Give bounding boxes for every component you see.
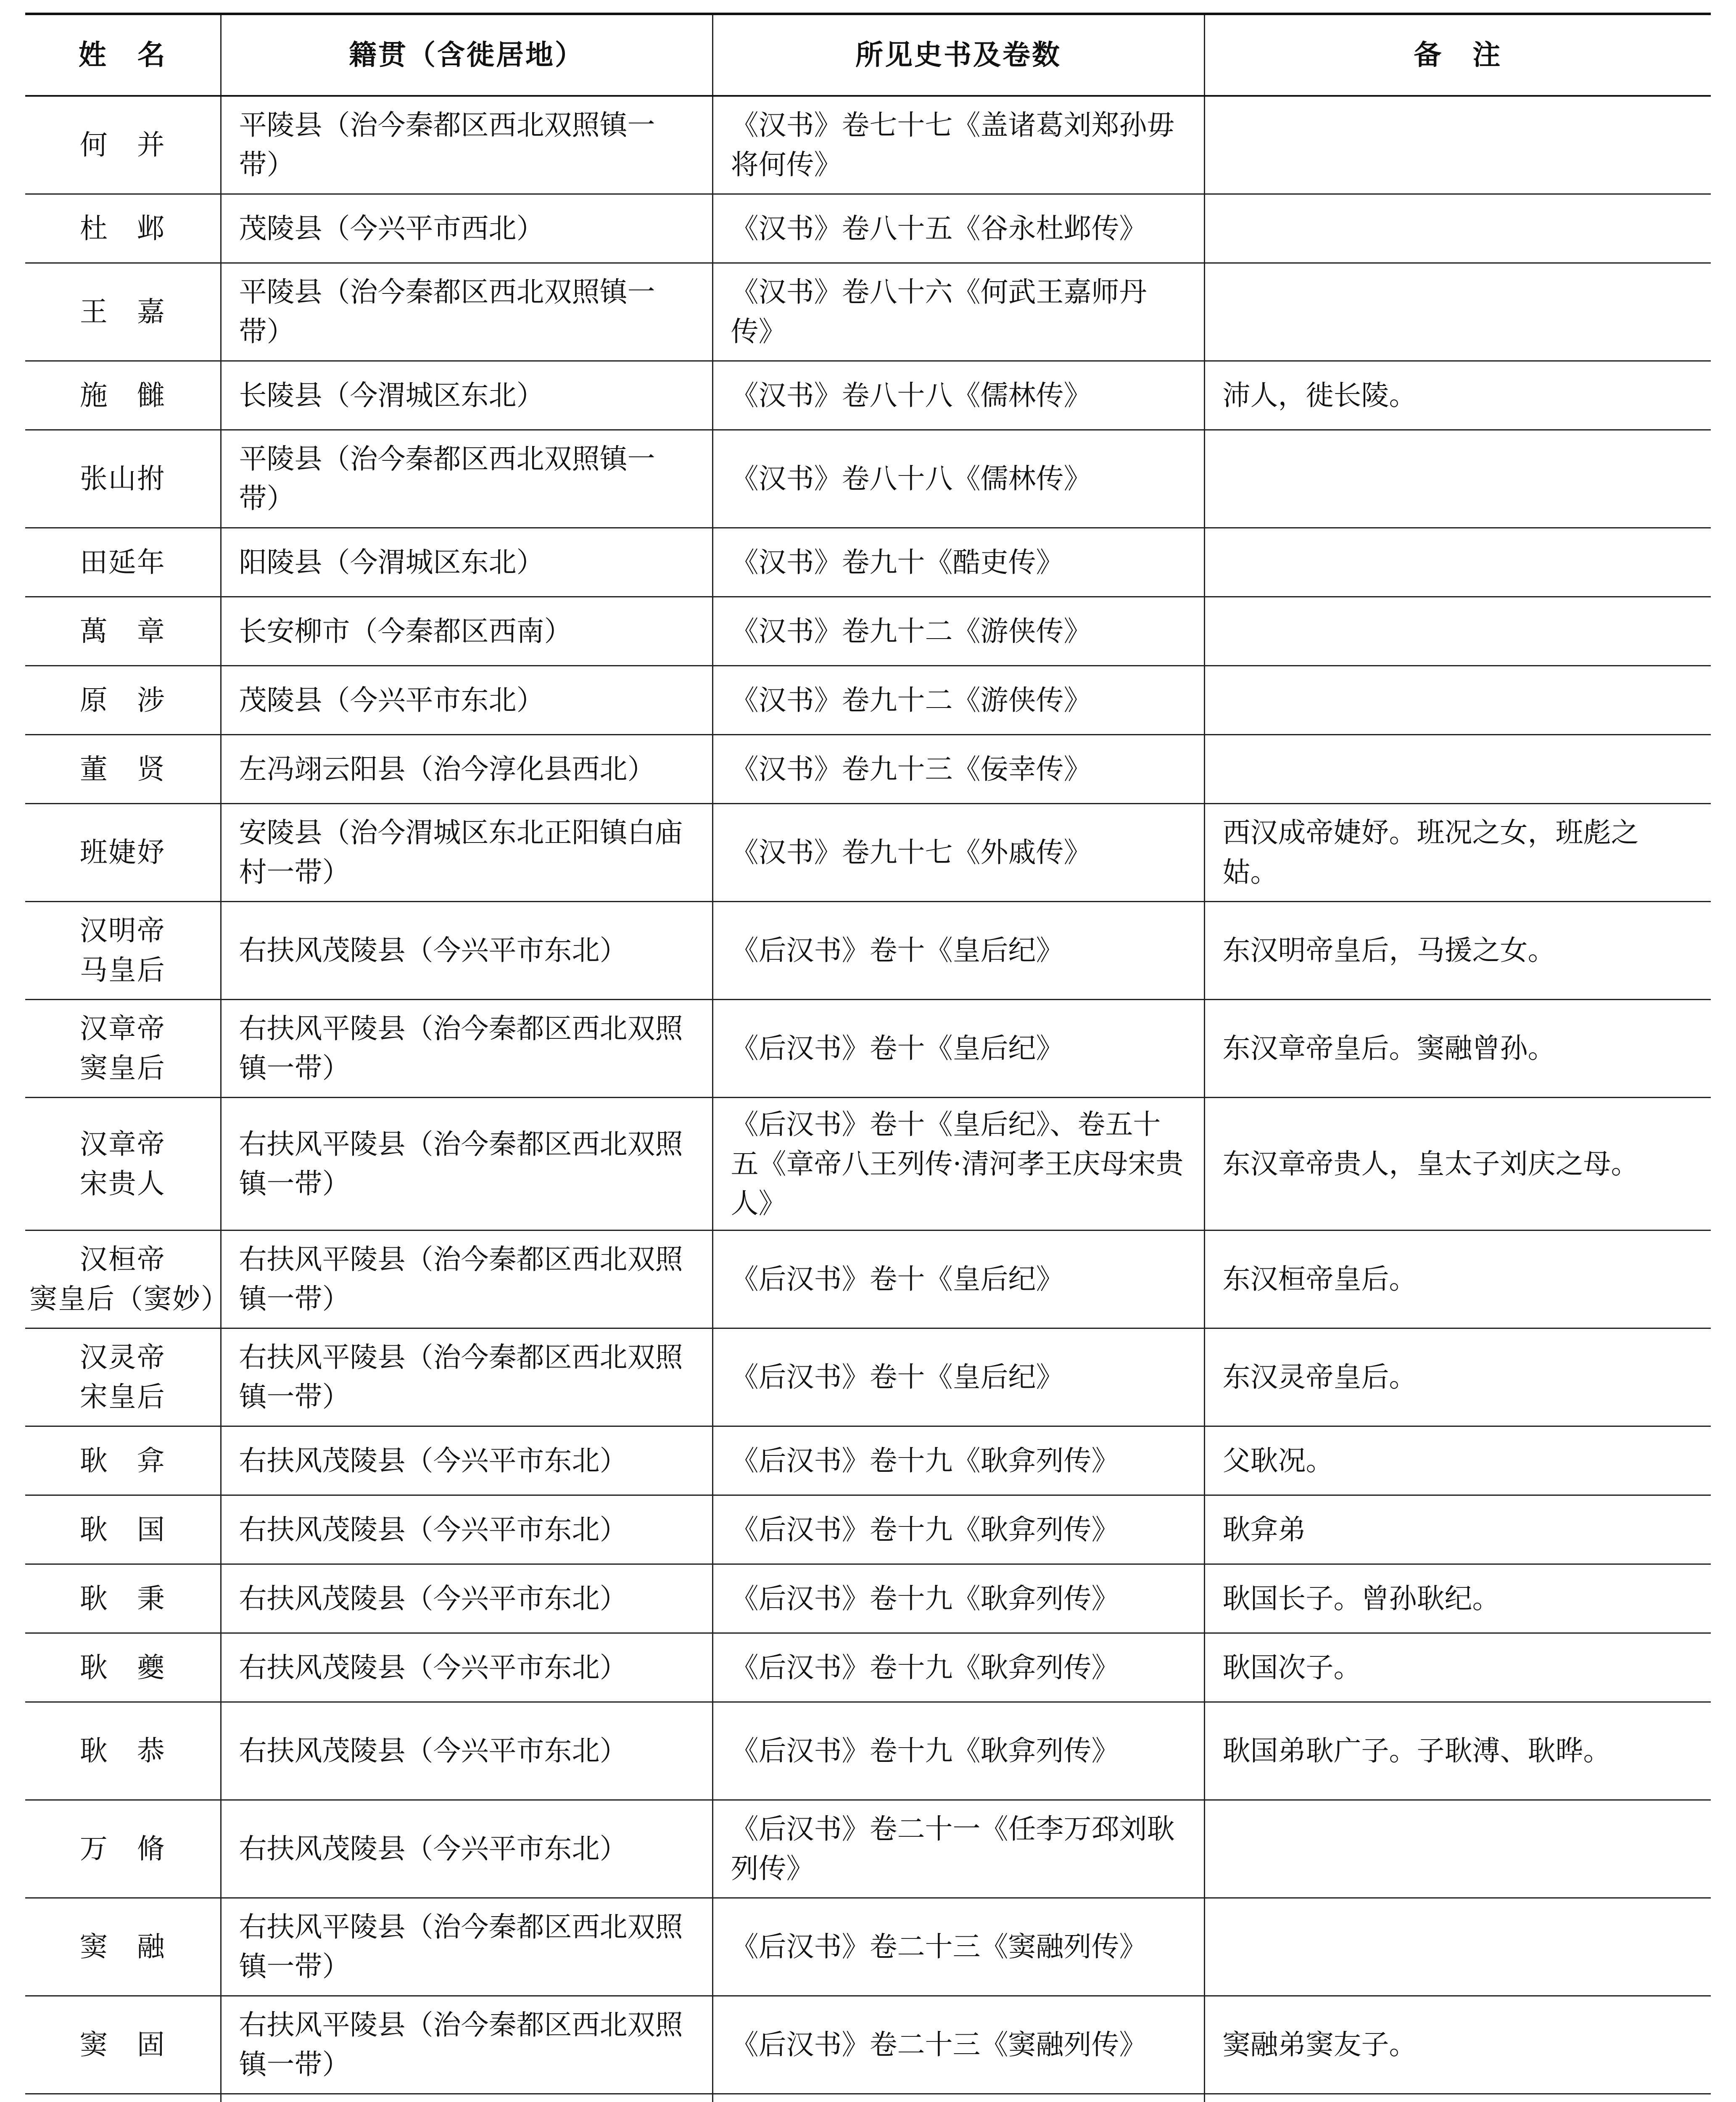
name-line: 耿 国 <box>79 1513 166 1546</box>
name-line: 杜 邺 <box>79 212 166 245</box>
cell-origin: 平陵县（治今秦都区西北双照镇一带） <box>221 430 712 528</box>
cell-name <box>25 1328 221 1426</box>
cell-origin <box>221 2094 712 2102</box>
name-line: 耿 秉 <box>79 1582 166 1615</box>
cell-note: 东汉章帝贵人，皇太子刘庆之母。 <box>1204 1098 1711 1231</box>
cell-source: 《后汉书》卷十《皇后纪》、卷五十五《章帝八王列传·清河孝王庆母宋贵人》 <box>712 1098 1204 1231</box>
cell-name <box>25 1633 221 1702</box>
cell-note: 耿国长子。曾孙耿纪。 <box>1204 1564 1711 1633</box>
name-line: 田延年 <box>79 546 166 578</box>
cell-note: 西汉成帝婕妤。班况之女，班彪之姑。 <box>1204 804 1711 902</box>
name-line: 耿 弇 <box>79 1444 166 1477</box>
cell-origin: 茂陵县（今兴平市西北） <box>221 194 712 263</box>
cell-source: 《后汉书》卷二十一《任李万邳刘耿列传》 <box>712 1800 1204 1898</box>
cell-note: 沛人，徙长陵。 <box>1204 361 1711 430</box>
cell-note: 父耿况。 <box>1204 1426 1711 1495</box>
cell-name <box>25 1098 221 1231</box>
name-line: 宋贵人 <box>79 1167 166 1200</box>
table-row <box>25 1996 1711 2094</box>
cell-origin: 右扶风茂陵县（今兴平市东北） <box>221 1426 712 1495</box>
table-row <box>25 1564 1711 1633</box>
cell-origin: 阳陵县（今渭城区东北） <box>221 528 712 597</box>
cell-note <box>1204 735 1711 804</box>
cell-name <box>25 1495 221 1564</box>
cell-note: 东汉灵帝皇后。 <box>1204 1328 1711 1426</box>
name-line: 王 嘉 <box>79 296 166 328</box>
cell-source: 《汉书》卷九十三《佞幸传》 <box>712 735 1204 804</box>
cell-name <box>25 1426 221 1495</box>
table-row <box>25 430 1711 528</box>
cell-source: 《后汉书》卷十《皇后纪》 <box>712 902 1204 1000</box>
cell-source: 《汉书》卷九十七《外戚传》 <box>712 804 1204 902</box>
name-line: 马皇后 <box>79 954 166 986</box>
cell-name <box>25 735 221 804</box>
cell-name <box>25 194 221 263</box>
cell-source: 《后汉书》卷十九《耿弇列传》 <box>712 1564 1204 1633</box>
cell-origin: 右扶风平陵县（治今秦都区西北双照镇一带） <box>221 1000 712 1098</box>
cell-origin: 右扶风平陵县（治今秦都区西北双照镇一带） <box>221 1996 712 2094</box>
cell-note <box>1204 2094 1711 2102</box>
cell-source: 《后汉书》卷十九《耿弇列传》 <box>712 1702 1204 1800</box>
table-row <box>25 1800 1711 1898</box>
cell-note <box>1204 194 1711 263</box>
cell-name <box>25 1800 221 1898</box>
table-row <box>25 1231 1711 1328</box>
cell-origin: 茂陵县（今兴平市东北） <box>221 666 712 735</box>
cell-note <box>1204 597 1711 666</box>
cell-name <box>25 528 221 597</box>
table-row <box>25 1633 1711 1702</box>
cell-note: 东汉明帝皇后，马援之女。 <box>1204 902 1711 1000</box>
name-line: 耿 夔 <box>79 1651 166 1684</box>
table-row <box>25 597 1711 666</box>
cell-name <box>25 666 221 735</box>
name-line: 张山拊 <box>79 462 166 495</box>
table-row <box>25 1426 1711 1495</box>
document-page <box>25 13 1711 2102</box>
table-row <box>25 735 1711 804</box>
header-name: 姓 名 <box>25 14 221 96</box>
cell-note: 东汉桓帝皇后。 <box>1204 1231 1711 1328</box>
cell-name <box>25 263 221 361</box>
name-line: 汉桓帝 <box>79 1243 166 1275</box>
cell-origin: 平陵县（治今秦都区西北双照镇一带） <box>221 96 712 194</box>
table-row <box>25 1098 1711 1231</box>
cell-source: 《汉书》卷八十八《儒林传》 <box>712 430 1204 528</box>
cell-name <box>25 1564 221 1633</box>
table-row <box>25 1495 1711 1564</box>
table-header-row <box>25 14 1711 96</box>
name-line: 汉明帝 <box>79 914 166 947</box>
cell-origin: 平陵县（治今秦都区西北双照镇一带） <box>221 263 712 361</box>
cell-source: 《后汉书》卷十九《耿弇列传》 <box>712 1633 1204 1702</box>
cell-source: 《汉书》卷七十七《盖诸葛刘郑孙毋将何传》 <box>712 96 1204 194</box>
name-line: 汉灵帝 <box>79 1341 166 1373</box>
cell-origin: 右扶风茂陵县（今兴平市东北） <box>221 1633 712 1702</box>
cell-note <box>1204 263 1711 361</box>
cell-origin: 长陵县（今渭城区东北） <box>221 361 712 430</box>
table-row <box>25 96 1711 194</box>
name-line: 董 贤 <box>79 753 166 785</box>
cell-note <box>1204 1898 1711 1996</box>
cell-source: 《后汉书》卷十九《耿弇列传》 <box>712 1495 1204 1564</box>
name-line: 施 雠 <box>79 379 166 412</box>
name-line: 萬 章 <box>79 615 166 647</box>
cell-note <box>1204 430 1711 528</box>
cell-source: 《后汉书》卷十《皇后纪》 <box>712 1231 1204 1328</box>
cell-source: 《后汉书》卷二十三《窦融列传》 <box>712 1898 1204 1996</box>
header-origin: 籍贯（含徙居地） <box>221 14 712 96</box>
cell-note: 耿弇弟 <box>1204 1495 1711 1564</box>
cell-origin: 安陵县（治今渭城区东北正阳镇白庙村一带） <box>221 804 712 902</box>
cell-note <box>1204 1800 1711 1898</box>
table-row <box>25 1328 1711 1426</box>
cell-source: 《后汉书》卷十《皇后纪》 <box>712 1328 1204 1426</box>
name-line: 原 涉 <box>79 684 166 716</box>
header-source: 所见史书及卷数 <box>712 14 1204 96</box>
cell-name <box>25 1898 221 1996</box>
table-row <box>25 804 1711 902</box>
cell-source: 《汉书》卷八十五《谷永杜邺传》 <box>712 194 1204 263</box>
cell-source: 《后汉书》卷十《皇后纪》 <box>712 1000 1204 1098</box>
cell-note <box>1204 528 1711 597</box>
cell-source: 《汉书》卷九十二《游侠传》 <box>712 597 1204 666</box>
cell-name <box>25 1231 230 1328</box>
name-line: 窦皇后 <box>79 1052 166 1084</box>
name-line: 汉章帝 <box>79 1012 166 1045</box>
cell-note: 耿国弟耿广子。子耿溥、耿晔。 <box>1204 1702 1711 1800</box>
cell-note <box>1204 666 1711 735</box>
cell-note <box>1204 96 1711 194</box>
cell-source: 《汉书》卷九十《酷吏传》 <box>712 528 1204 597</box>
table-row <box>25 666 1711 735</box>
table-body <box>25 96 1711 2102</box>
cell-name <box>25 361 221 430</box>
cell-name <box>25 430 221 528</box>
cell-origin: 右扶风平陵县（治今秦都区西北双照镇一带） <box>221 1098 712 1231</box>
cell-source: 《汉书》卷八十八《儒林传》 <box>712 361 1204 430</box>
cell-name <box>25 96 221 194</box>
cell-name <box>25 1996 221 2094</box>
cell-origin: 长安柳市（今秦都区西南） <box>221 597 712 666</box>
cell-name <box>25 1702 221 1800</box>
cell-origin: 右扶风平陵县（治今秦都区西北双照镇一带） <box>221 1231 712 1328</box>
cell-source <box>712 2094 1204 2102</box>
cell-name <box>25 2094 221 2102</box>
cell-note: 窦融弟窦友子。 <box>1204 1996 1711 2094</box>
table-row <box>25 528 1711 597</box>
name-line: 窦皇后（窦妙） <box>29 1283 230 1315</box>
table-row <box>25 1898 1711 1996</box>
table-row <box>25 194 1711 263</box>
cell-source: 《后汉书》卷十九《耿弇列传》 <box>712 1426 1204 1495</box>
name-line: 汉章帝 <box>79 1128 166 1160</box>
cell-name <box>25 902 221 1000</box>
table-row <box>25 263 1711 361</box>
cell-name <box>25 1000 221 1098</box>
cell-source: 《汉书》卷九十二《游侠传》 <box>712 666 1204 735</box>
name-line: 班婕妤 <box>79 836 166 869</box>
name-line: 何 并 <box>79 129 166 161</box>
table-row <box>25 1702 1711 1800</box>
cell-name <box>25 804 221 902</box>
biography-table <box>25 13 1711 2102</box>
cell-origin: 右扶风茂陵县（今兴平市东北） <box>221 1564 712 1633</box>
name-line: 窦 固 <box>79 2028 166 2061</box>
cell-note: 耿国次子。 <box>1204 1633 1711 1702</box>
cell-source: 《汉书》卷八十六《何武王嘉师丹传》 <box>712 263 1204 361</box>
table-row <box>25 1000 1711 1098</box>
cell-origin: 右扶风茂陵县（今兴平市东北） <box>221 1495 712 1564</box>
table-row <box>25 361 1711 430</box>
name-line: 万 脩 <box>79 1833 166 1865</box>
cell-origin: 右扶风茂陵县（今兴平市东北） <box>221 1800 712 1898</box>
name-line: 耿 恭 <box>79 1735 166 1767</box>
cell-name <box>25 597 221 666</box>
table-row <box>25 2094 1711 2102</box>
cell-source: 《后汉书》卷二十三《窦融列传》 <box>712 1996 1204 2094</box>
cell-origin: 右扶风茂陵县（今兴平市东北） <box>221 1702 712 1800</box>
name-line: 窦 融 <box>79 1930 166 1963</box>
cell-origin: 右扶风平陵县（治今秦都区西北双照镇一带） <box>221 1328 712 1426</box>
table-row <box>25 902 1711 1000</box>
name-line: 宋皇后 <box>79 1381 166 1413</box>
cell-note: 东汉章帝皇后。窦融曾孙。 <box>1204 1000 1711 1098</box>
header-note: 备 注 <box>1204 14 1711 96</box>
cell-origin: 左冯翊云阳县（治今淳化县西北） <box>221 735 712 804</box>
cell-origin: 右扶风平陵县（治今秦都区西北双照镇一带） <box>221 1898 712 1996</box>
cell-origin: 右扶风茂陵县（今兴平市东北） <box>221 902 712 1000</box>
